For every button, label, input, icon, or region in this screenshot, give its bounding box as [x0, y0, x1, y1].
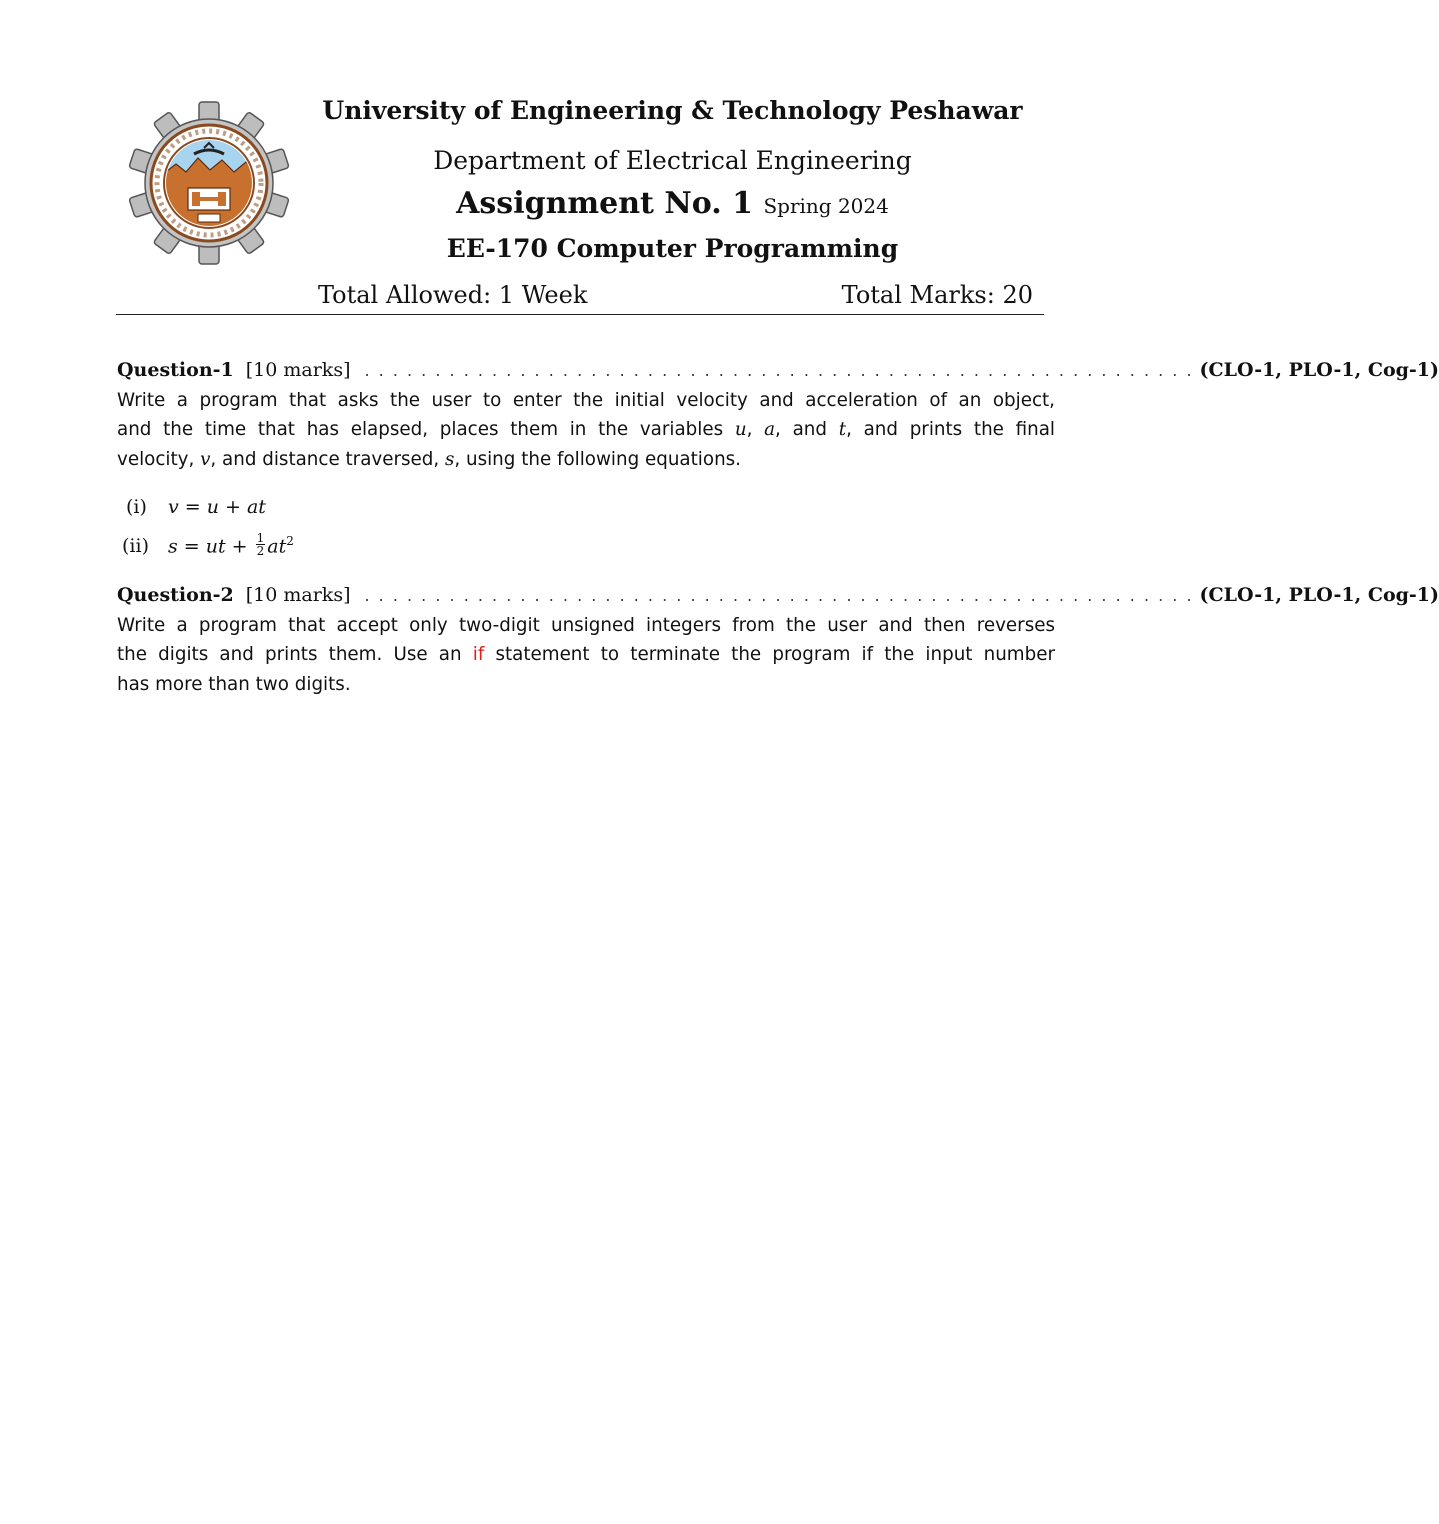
- semester: Spring 2024: [763, 194, 889, 218]
- equation-2-label: (ii): [122, 535, 149, 558]
- question-2-title: Question-2: [117, 584, 234, 606]
- question-2-marks: [10 marks]: [245, 584, 351, 606]
- leader-dots: . . . . . . . . . . . . . . . . . . . . . . . . . . . . . . . . . . . . . . . . . . . . . . . . . . . . . . . . . . .: [364, 586, 1194, 605]
- total-marks: Total Marks: 20: [841, 281, 1033, 309]
- question-1-line-3: velocity, v, and distance traversed, s, using the following equations.: [117, 448, 741, 470]
- equation-2: [122, 530, 294, 560]
- question-2-text: [117, 611, 1055, 699]
- question-2-heading: [117, 584, 1439, 606]
- question-1-line-1: Write a program that asks the user to enter the initial velocity and acceleration of an object,: [117, 390, 1055, 411]
- question-2-outcomes: (CLO-1, PLO-1, Cog-1): [1199, 584, 1439, 606]
- leader-dots: . . . . . . . . . . . . . . . . . . . . . . . . . . . . . . . . . . . . . . . . . . . . . . . . . . . . . . . . . . .: [364, 361, 1194, 380]
- university-name: University of Engineering & Technology Peshawar: [322, 96, 1023, 125]
- assignment-number: Assignment No. 1: [456, 186, 753, 221]
- if-keyword: if: [472, 644, 485, 666]
- university-seal-logo: [128, 102, 290, 264]
- question-2-line-3: has more than two digits.: [117, 673, 351, 695]
- course-title: EE-170 Computer Programming: [446, 234, 899, 263]
- question-1-line-2: and the time that has elapsed, places them in the variables u, a, and t, and prints the final: [117, 419, 1056, 441]
- question-1-marks: [10 marks]: [245, 359, 351, 381]
- assignment-title: [300, 186, 1045, 221]
- fraction-half: $\frac{1}{2}$: [256, 530, 265, 558]
- equation-1: [126, 496, 266, 518]
- equation-1-label: (i): [126, 496, 147, 518]
- question-1-outcomes: (CLO-1, PLO-1, Cog-1): [1199, 359, 1439, 381]
- department-name: Department of Electrical Engineering: [433, 146, 912, 175]
- total-allowed: Total Allowed: 1 Week: [318, 281, 588, 309]
- equation-1-expr: v = u + at: [168, 496, 266, 518]
- question-1-heading: [117, 359, 1439, 381]
- question-2-line-1: Write a program that accept only two-digit unsigned integers from the user and then reverses: [117, 615, 1055, 636]
- header-divider: [116, 314, 1044, 315]
- question-1-text: [117, 386, 1055, 474]
- question-2-line-2: the digits and prints them. Use an if statement to terminate the program if the input number: [117, 644, 1055, 666]
- equation-2-expr: s = ut + $\frac{1}{2}$ $at^2$: [168, 530, 294, 558]
- question-1-title: Question-1: [117, 359, 234, 381]
